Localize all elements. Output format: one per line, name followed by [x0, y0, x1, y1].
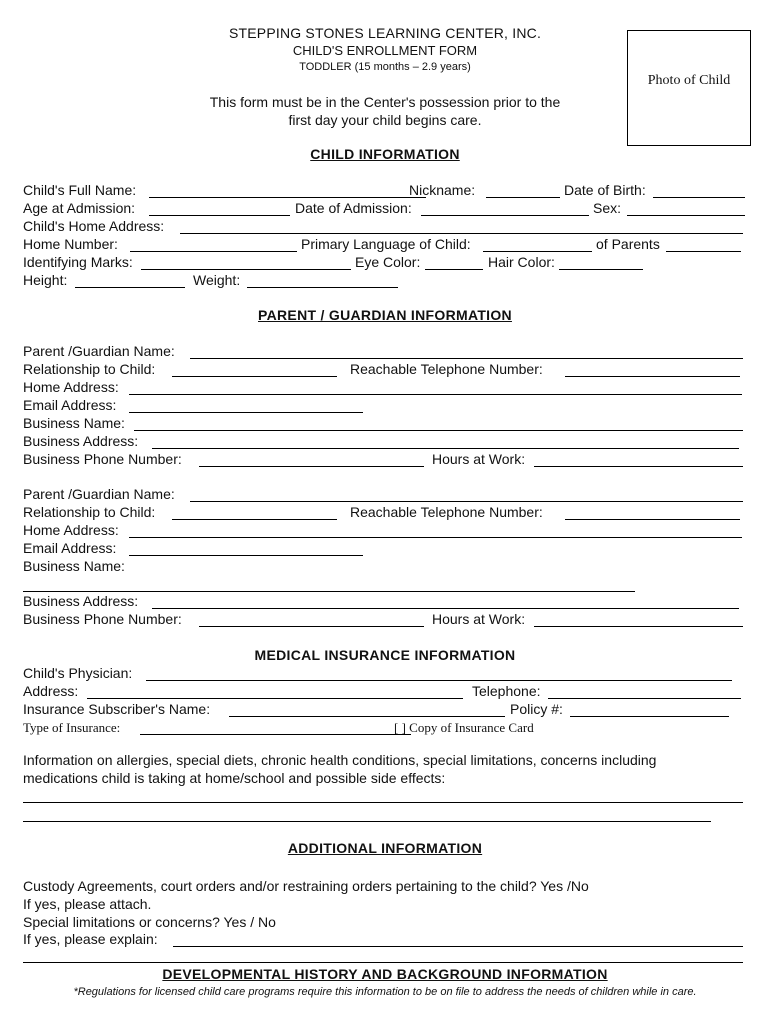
child-row-1	[23, 183, 748, 198]
home-number-field[interactable]	[130, 251, 297, 252]
subscriber-label: Insurance Subscriber's Name:	[23, 701, 211, 717]
weight-field[interactable]	[247, 287, 398, 288]
medical-address-row	[23, 684, 748, 699]
parent1-business-phone-field[interactable]	[199, 466, 424, 467]
parent1-hours-label: Hours at Work:	[432, 451, 526, 467]
child-home-address-field[interactable]	[180, 233, 743, 234]
full-name-label: Child's Full Name:	[23, 182, 137, 198]
parent2-email-label: Email Address:	[23, 540, 117, 556]
parent2-relationship-label: Relationship to Child:	[23, 504, 156, 520]
parent1-business-address-field[interactable]	[152, 448, 739, 449]
physician-field[interactable]	[146, 680, 732, 681]
parent2-relationship-row	[23, 505, 748, 520]
photo-label: Photo of Child	[647, 73, 731, 88]
parent2-name-field[interactable]	[190, 501, 743, 502]
parent2-email-field[interactable]	[129, 555, 363, 556]
explain-label: If yes, please explain:	[23, 931, 158, 947]
parent2-phone-label: Reachable Telephone Number:	[350, 504, 543, 520]
parent1-business-address-row	[23, 434, 748, 449]
parent1-relationship-label: Relationship to Child:	[23, 361, 156, 377]
parent1-hours-field[interactable]	[534, 466, 743, 467]
policy-label: Policy #:	[510, 701, 563, 717]
developmental-heading: DEVELOPMENTAL HISTORY AND BACKGROUND INFORMATION	[162, 966, 608, 982]
parent1-relationship-row	[23, 362, 748, 377]
limitations-question: Special limitations or concerns? Yes / No	[23, 914, 276, 930]
parent1-email-row	[23, 398, 748, 413]
parent2-address-row	[23, 523, 748, 538]
parent2-phone-field[interactable]	[565, 519, 740, 520]
parent-info-heading: PARENT / GUARDIAN INFORMATION	[258, 307, 512, 323]
parent1-address-label: Home Address:	[23, 379, 119, 395]
child-home-address-label: Child's Home Address:	[23, 218, 165, 234]
parent1-relationship-field[interactable]	[172, 376, 337, 377]
parents-language-label: of Parents	[596, 236, 660, 252]
age-label: Age at Admission:	[23, 200, 136, 216]
identifying-marks-label: Identifying Marks:	[23, 254, 133, 270]
insurance-card-checkbox[interactable]: [ ] Copy of Insurance Card	[394, 720, 534, 735]
sex-field[interactable]	[627, 215, 745, 216]
child-row-6	[23, 273, 748, 288]
identifying-marks-field[interactable]	[141, 269, 351, 270]
doa-label: Date of Admission:	[295, 200, 412, 216]
dob-field[interactable]	[653, 197, 745, 198]
parent2-hours-label: Hours at Work:	[432, 611, 526, 627]
custody-question: Custody Agreements, court orders and/or restraining orders pertaining to the child? Yes /No	[23, 878, 589, 894]
eye-color-label: Eye Color:	[355, 254, 421, 270]
child-row-5	[23, 255, 748, 270]
parent2-business-address-row	[23, 594, 748, 609]
allergies-field-1[interactable]	[23, 802, 743, 803]
parent2-business-name-row	[23, 559, 748, 574]
medical-telephone-field[interactable]	[548, 698, 741, 699]
medical-telephone-label: Telephone:	[472, 683, 541, 699]
parent1-business-phone-label: Business Phone Number:	[23, 451, 182, 467]
parent2-name-label: Parent /Guardian Name:	[23, 486, 175, 502]
allergies-line-2: medications child is taking at home/school and possible side effects:	[23, 770, 446, 786]
sex-label: Sex:	[593, 200, 622, 216]
explain-field[interactable]	[173, 946, 743, 947]
medical-address-field[interactable]	[87, 698, 463, 699]
child-row-2	[23, 201, 748, 216]
parent1-name-field[interactable]	[190, 358, 743, 359]
weight-label: Weight:	[193, 272, 241, 288]
medical-heading: MEDICAL INSURANCE INFORMATION	[254, 647, 516, 663]
parent2-business-name-field[interactable]	[23, 591, 635, 592]
allergies-field-2[interactable]	[23, 821, 711, 822]
parent1-business-name-label: Business Name:	[23, 415, 125, 431]
parent1-business-phone-row	[23, 452, 748, 467]
parent1-email-label: Email Address:	[23, 397, 117, 413]
age-group: TODDLER (15 months – 2.9 years)	[299, 61, 471, 73]
parent1-business-name-row	[23, 416, 748, 431]
age-field[interactable]	[149, 215, 290, 216]
hair-color-label: Hair Color:	[488, 254, 555, 270]
insurance-type-label: Type of Insurance:	[23, 720, 121, 735]
parent2-business-phone-row	[23, 612, 748, 627]
parent1-phone-field[interactable]	[565, 376, 740, 377]
medical-address-label: Address:	[23, 683, 79, 699]
notice-line-1: This form must be in the Center's possession prior to the	[209, 94, 561, 110]
doa-field[interactable]	[421, 215, 589, 216]
parent2-name-row	[23, 487, 748, 502]
home-number-label: Home Number:	[23, 236, 118, 252]
hair-color-field[interactable]	[559, 269, 643, 270]
insurance-type-field[interactable]	[140, 734, 411, 735]
parent1-name-row	[23, 344, 748, 359]
parent2-business-address-label: Business Address:	[23, 593, 139, 609]
notice-line-2: first day your child begins care.	[288, 112, 482, 128]
subscriber-row	[23, 702, 748, 717]
child-row-3	[23, 219, 748, 234]
explain-row	[23, 932, 748, 947]
parent1-address-field[interactable]	[129, 394, 742, 395]
parent2-relationship-field[interactable]	[172, 519, 337, 520]
parent2-business-name-label: Business Name:	[23, 558, 125, 574]
subscriber-field[interactable]	[229, 716, 505, 717]
parents-language-field[interactable]	[666, 251, 741, 252]
height-label: Height:	[23, 272, 68, 288]
eye-color-field[interactable]	[425, 269, 483, 270]
custody-attach-note: If yes, please attach.	[23, 896, 152, 912]
dob-label: Date of Birth:	[564, 182, 646, 198]
insurance-type-row	[23, 720, 748, 735]
parent1-email-field[interactable]	[129, 412, 363, 413]
org-name: STEPPING STONES LEARNING CENTER, INC.	[228, 25, 542, 41]
parent1-business-address-label: Business Address:	[23, 433, 139, 449]
language-field[interactable]	[483, 251, 592, 252]
nickname-label: Nickname:	[409, 182, 476, 198]
language-label: Primary Language of Child:	[301, 236, 471, 252]
parent1-phone-label: Reachable Telephone Number:	[350, 361, 543, 377]
additional-heading: ADDITIONAL INFORMATION	[287, 840, 483, 856]
parent2-hours-field[interactable]	[534, 626, 743, 627]
nickname-field[interactable]	[486, 197, 560, 198]
parent2-business-address-field[interactable]	[152, 608, 739, 609]
height-field[interactable]	[75, 287, 185, 288]
parent2-address-label: Home Address:	[23, 522, 119, 538]
full-name-field[interactable]	[149, 197, 426, 198]
physician-row	[23, 666, 748, 681]
policy-field[interactable]	[570, 716, 729, 717]
child-row-4	[23, 237, 748, 252]
parent2-business-phone-field[interactable]	[199, 626, 424, 627]
form-title: CHILD'S ENROLLMENT FORM	[292, 43, 478, 58]
divider	[23, 962, 743, 963]
parent1-address-row	[23, 380, 748, 395]
physician-label: Child's Physician:	[23, 665, 133, 681]
parent2-address-field[interactable]	[129, 537, 742, 538]
parent1-business-name-field[interactable]	[134, 430, 743, 431]
child-info-heading: CHILD INFORMATION	[310, 146, 460, 162]
parent2-email-row	[23, 541, 748, 556]
photo-box[interactable]	[627, 30, 751, 146]
allergies-line-1: Information on allergies, special diets, chronic health conditions, special limitations, concerns including	[23, 752, 657, 768]
regulations-footnote: *Regulations for licensed child care programs require this information to be on file to address the needs of children while in care.	[73, 986, 697, 998]
parent2-business-phone-label: Business Phone Number:	[23, 611, 182, 627]
parent1-name-label: Parent /Guardian Name:	[23, 343, 175, 359]
